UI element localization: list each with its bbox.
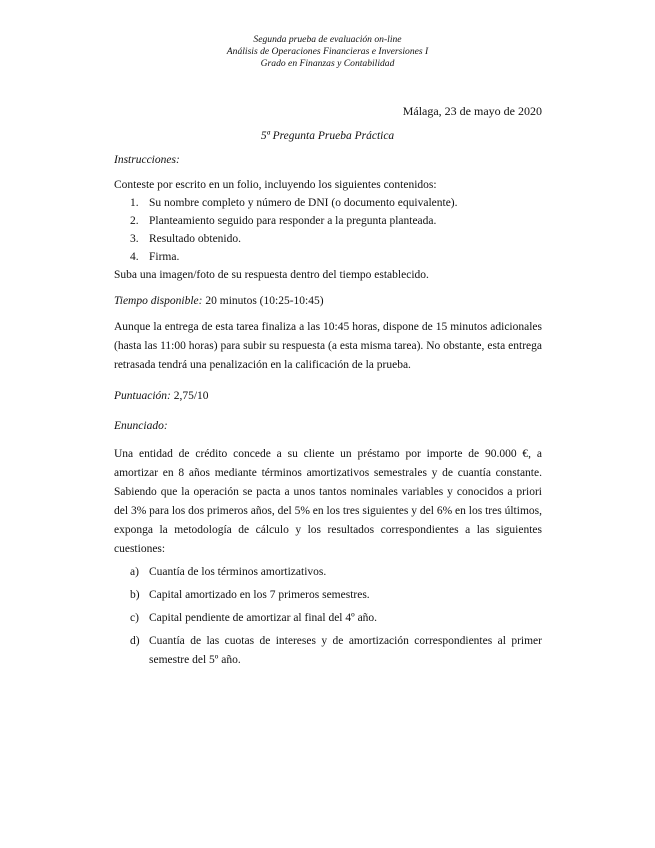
item-text: Firma. <box>149 251 180 263</box>
item-number: 2. <box>130 215 139 227</box>
deadline-note: Aunque la entrega de esta tarea finaliza a las 10:45 horas, dispone de 15 minutos adicionales (hasta las 11:00 horas) para subir su respuesta (a esta misma tarea). No obstante, esta entrega retrasada tendrá una penalización en la calificación de la prueba. <box>114 321 542 371</box>
item-number: 3. <box>130 233 139 245</box>
list-item <box>114 632 542 670</box>
list-item <box>114 563 542 582</box>
document-body <box>114 151 542 674</box>
score-label: Puntuación: <box>114 390 171 402</box>
item-number: 4. <box>130 251 139 263</box>
score-value: 2,75/10 <box>170 390 209 402</box>
header-line-3: Grado en Finanzas y Contabilidad <box>260 58 395 69</box>
header-line-2: Análisis de Operaciones Financieras e Inversiones I <box>226 46 429 57</box>
instructions-outro: Suba una imagen/foto de su respuesta dentro del tiempo establecido. <box>114 269 429 281</box>
list-item <box>114 586 542 605</box>
question-text: Cuantía de los términos amortizativos. <box>149 566 327 578</box>
item-text: Planteamiento seguido para responder a la pregunta planteada. <box>149 215 437 227</box>
questions-list <box>114 563 542 670</box>
list-item <box>114 248 542 266</box>
question-letter: b) <box>130 589 140 601</box>
list-item <box>114 212 542 230</box>
list-item <box>114 194 542 212</box>
statement-heading: Enunciado: <box>114 420 168 432</box>
instructions-list <box>114 194 542 266</box>
item-number: 1. <box>130 197 139 209</box>
time-value: 20 minutos (10:25-10:45) <box>202 295 324 307</box>
instructions-heading: Instrucciones: <box>114 154 180 166</box>
document-date: Málaga, 23 de mayo de 2020 <box>402 104 542 118</box>
question-title: 5ª Pregunta Prueba Práctica <box>260 130 395 142</box>
question-text: Cuantía de las cuotas de intereses y de amortización correspondientes al primer semestre del 5º año. <box>149 635 542 666</box>
item-text: Su nombre completo y número de DNI (o documento equivalente). <box>149 197 458 209</box>
question-letter: c) <box>130 612 139 624</box>
time-label: Tiempo disponible: <box>114 295 203 307</box>
statement-text: Una entidad de crédito concede a su cliente un préstamo por importe de 90.000 €, a amortizar en 8 años mediante términos amortizativos semestrales y de cuantía constante. Sabiendo que la operación se pacta a unos tantos nominales variables y conocidos a priori del 3% para los dos primeros años, del 5% en los tres siguientes y del 6% en los tres últimos, exponga la metodología de cálculo y los resultados correspondientes a las siguientes cuestiones: <box>114 448 542 555</box>
document-header <box>0 34 655 70</box>
list-item <box>114 609 542 628</box>
question-letter: d) <box>130 635 140 647</box>
header-line-1: Segunda prueba de evaluación on-line <box>253 34 402 45</box>
question-letter: a) <box>130 566 139 578</box>
question-text: Capital amortizado en los 7 primeros semestres. <box>149 589 370 601</box>
list-item <box>114 230 542 248</box>
question-text: Capital pendiente de amortizar al final del 4º año. <box>149 612 378 624</box>
instructions-intro: Conteste por escrito en un folio, incluyendo los siguientes contenidos: <box>114 179 437 191</box>
time-available <box>114 292 542 310</box>
score <box>114 387 542 405</box>
item-text: Resultado obtenido. <box>149 233 241 245</box>
